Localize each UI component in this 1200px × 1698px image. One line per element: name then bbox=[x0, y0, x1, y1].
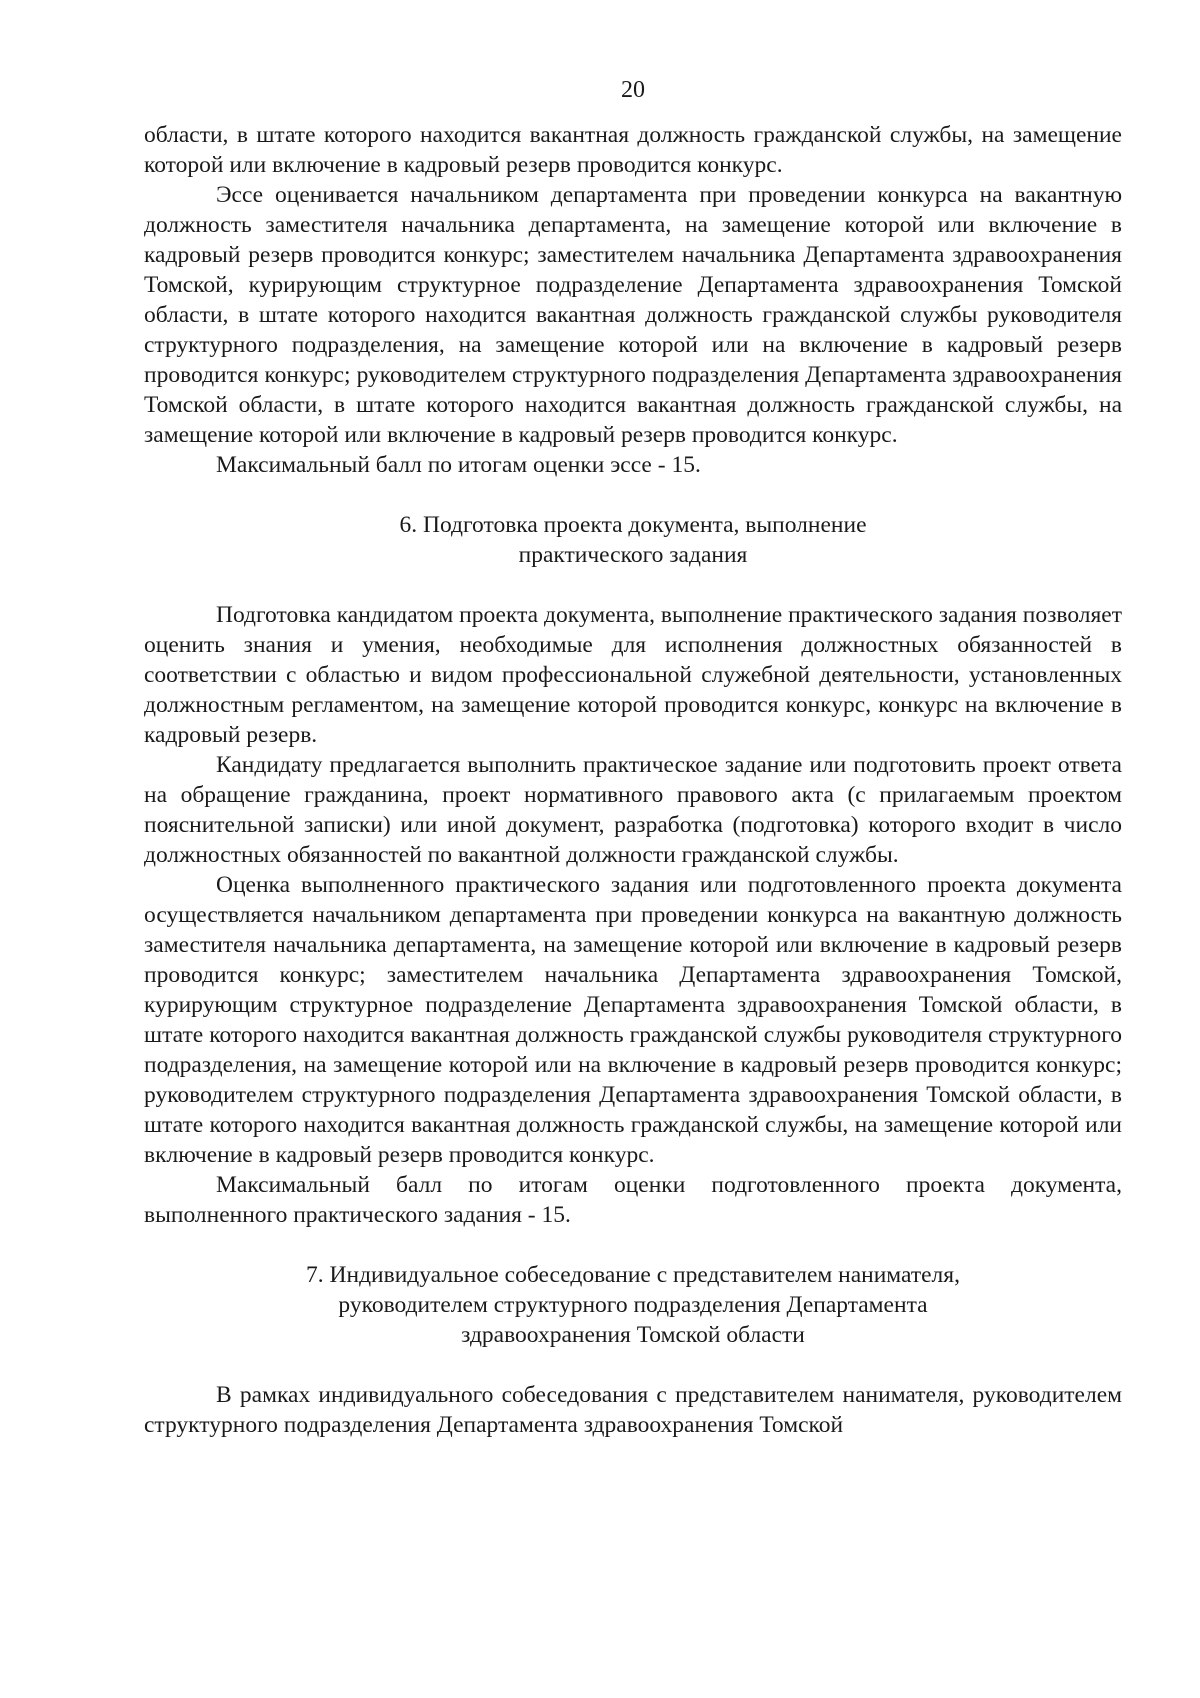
section-7-title-line-1: 7. Индивидуальное собеседование с представителем нанимателя, bbox=[306, 1262, 960, 1288]
section-7-title-line-2: руководителем структурного подразделения Департамента bbox=[338, 1292, 928, 1318]
paragraph-interview: В рамках индивидуального собеседования с представителем нанимателя, руководителем структурного подразделения Департамента здравоохранения Томской bbox=[144, 1382, 1122, 1438]
section-7-heading bbox=[144, 1260, 1122, 1350]
section-6-title-line-2: практического задания bbox=[518, 542, 748, 568]
paragraph-document-preparation: Подготовка кандидатом проекта документа, выполнение практического задания позволяет оценить знания и умения, необходимые для исполнения должностных обязанностей в соответствии с областью и видом профессиональной служебной деятельности, установленных должностным регламентом, на замещение которой проводится конкурс, конкурс на включение в кадровый резерв. bbox=[144, 602, 1122, 748]
paragraph-continuation: области, в штате которого находится вакантная должность гражданской службы, на замещение которой или включение в кадровый резерв проводится конкурс. bbox=[144, 122, 1122, 178]
paragraph-task-max-score: Максимальный балл по итогам оценки подготовленного проекта документа, выполненного практического задания - 15. bbox=[144, 1172, 1122, 1228]
paragraph-essay-evaluation: Эссе оценивается начальником департамента при проведении конкурса на вакантную должность заместителя начальника департамента, на замещение которой или включение в кадровый резерв проводится конкурс; заместителем начальника Департамента здравоохранения Томской, курирующим структурное подразделение Департамента здравоохранения Томской области, в штате которого находится вакантная должность гражданской службы руководителя структурного подразделения, на замещение которой или на включение в кадровый резерв проводится конкурс; руководителем структурного подразделения Департамента здравоохранения Томской области, в штате которого находится вакантная должность гражданской службы, на замещение которой или включение в кадровый резерв проводится конкурс. bbox=[144, 182, 1122, 448]
paragraph-candidate-task: Кандидату предлагается выполнить практическое задание или подготовить проект ответа на обращение гражданина, проект нормативного правового акта (с прилагаемым проектом пояснительной записки) или иной документ, разработка (подготовка) которого входит в число должностных обязанностей по вакантной должности гражданской службы. bbox=[144, 752, 1122, 868]
section-6-title-line-1: 6. Подготовка проекта документа, выполнение bbox=[399, 512, 867, 538]
paragraph-task-evaluation: Оценка выполненного практического задания или подготовленного проекта документа осуществляется начальником департамента при проведении конкурса на вакантную должность заместителя начальника департамента, на замещение которой или включение в кадровый резерв проводится конкурс; заместителем начальника Департамента здравоохранения Томской, курирующим структурное подразделение Департамента здравоохранения Томской области, в штате которого находится вакантная должность гражданской службы руководителя структурного подразделения, на замещение которой или на включение в кадровый резерв проводится конкурс; руководителем структурного подразделения Департамента здравоохранения Томской области, в штате которого находится вакантная должность гражданской службы, на замещение которой или включение в кадровый резерв проводится конкурс. bbox=[144, 872, 1122, 1168]
paragraph-essay-max-score: Максимальный балл по итогам оценки эссе - 15. bbox=[216, 452, 701, 478]
section-6-heading bbox=[144, 510, 1122, 570]
document-page bbox=[144, 72, 1122, 1440]
section-7-title-line-3: здравоохранения Томской области bbox=[461, 1322, 805, 1348]
page-number: 20 bbox=[621, 77, 645, 103]
